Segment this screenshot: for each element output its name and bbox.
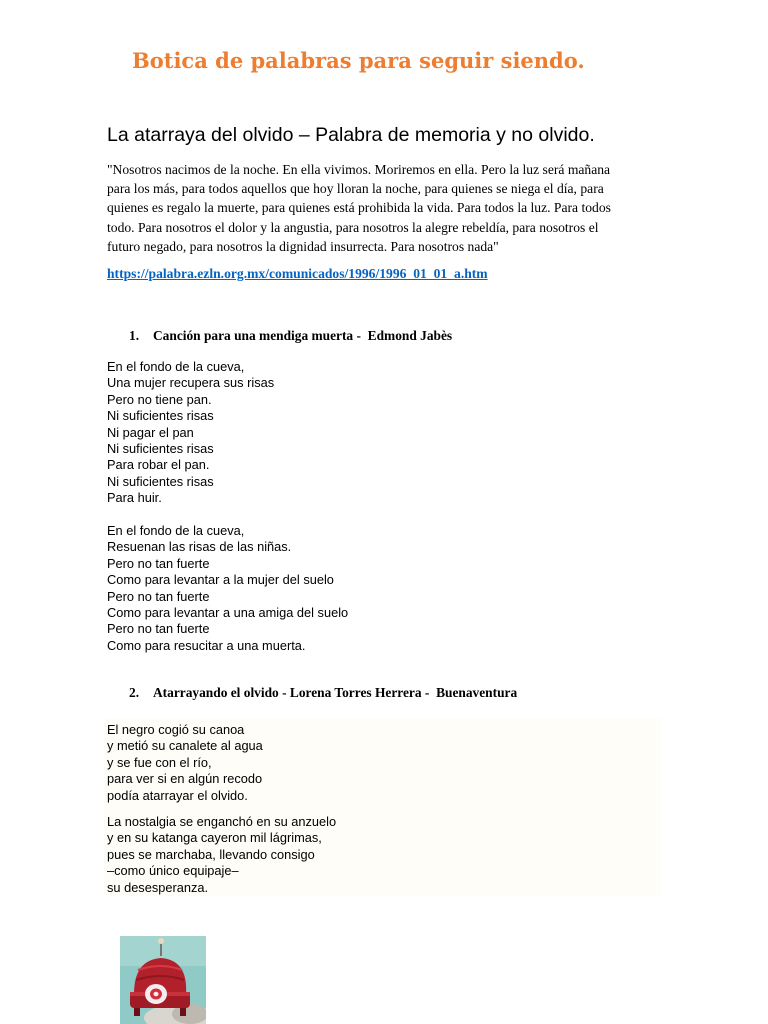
ezln-quote <box>107 160 652 256</box>
poem-title: Canción para una mendiga muerta <box>153 328 354 343</box>
poem-line: Pero no tan fuerte <box>107 621 210 637</box>
poem-1-heading <box>129 328 452 344</box>
poem-line: Como para resucitar a una muerta. <box>107 637 306 653</box>
poem-title: Atarrayando el olvido <box>153 685 279 700</box>
section-heading: La atarraya del olvido – Palabra de memoria y no olvido. <box>107 124 595 146</box>
poem-2-stanza-1 <box>107 722 263 804</box>
poem-line: y metió su canalete al agua <box>107 738 263 754</box>
poem-2-heading <box>129 685 517 701</box>
knitted-figure-icon <box>120 936 206 1024</box>
poem-line: Ni pagar el pan <box>107 424 194 440</box>
poem-line: Pero no tan fuerte <box>107 588 210 604</box>
heading-separator: - <box>421 685 437 700</box>
poem-line: Como para levantar a una amiga del suelo <box>107 605 349 621</box>
heading-separator: - <box>278 685 290 700</box>
quote-line: futuro negado, para nosotros la dignidad insurrecta. Para nosotros nada" <box>107 238 499 254</box>
poem-line: pues se marchaba, llevando consigo <box>107 846 315 862</box>
poem-line: Para huir. <box>107 490 162 506</box>
poem-line: Ni suficientes risas <box>107 408 214 424</box>
poem-line: Como para levantar a la mujer del suelo <box>107 572 334 588</box>
poem-1-stanza-1 <box>107 359 274 507</box>
poem-line: El negro cogió su canoa <box>107 722 245 737</box>
poem-number: 2. <box>129 685 140 700</box>
poem-line: Una mujer recupera sus risas <box>107 375 275 391</box>
heading-separator: - <box>353 328 368 343</box>
poem-line: Pero no tan fuerte <box>107 555 210 571</box>
poem-author: Edmond Jabès <box>367 328 453 343</box>
poem-line: y en su katanga cayeron mil lágrimas, <box>107 830 322 846</box>
poem-line: para ver si en algún recodo <box>107 771 263 787</box>
poem-line: su desesperanza. <box>107 879 209 895</box>
poem-line: Ni suficientes risas <box>107 441 214 457</box>
poem-2-stanza-2 <box>107 814 336 896</box>
poem-line: La nostalgia se enganchó en su anzuelo <box>107 814 337 829</box>
document-title: Botica de palabras para seguir siendo. <box>132 48 585 73</box>
quote-line: para los más, para todos aquellos que hoy lloran la noche, para quienes se niega el día, para <box>107 181 604 197</box>
quote-line: "Nosotros nacimos de la noche. En ella vivimos. Moriremos en ella. Pero la luz será mañana <box>107 162 611 177</box>
poem-place: Buenaventura <box>436 685 518 700</box>
poem-1-stanza-2 <box>107 523 348 654</box>
poem-line: En el fondo de la cueva, <box>107 523 245 538</box>
poem-line: En el fondo de la cueva, <box>107 359 245 374</box>
poem-line: –como único equipaje– <box>107 863 239 879</box>
poem-line: Pero no tiene pan. <box>107 391 212 407</box>
poem-line: y se fue con el río, <box>107 754 212 770</box>
poem-line: Resuenan las risas de las niñas. <box>107 539 292 555</box>
poem-author: Lorena Torres Herrera <box>289 685 422 700</box>
source-link[interactable]: https://palabra.ezln.org.mx/comunicados/1996/1996_01_01_a.htm <box>107 266 488 281</box>
illustration-image <box>120 936 206 1024</box>
poem-line: podía atarrayar el olvido. <box>107 787 248 803</box>
poem-line: Para robar el pan. <box>107 457 210 473</box>
poem-number: 1. <box>129 328 140 343</box>
quote-line: quienes es regalo la muerte, para quienes está prohibida la vida. Para todos la luz. Para todos <box>107 200 611 216</box>
quote-line: todo. Para nosotros el dolor y la angustia, para nosotros la alegre rebeldía, para nosotros el <box>107 219 599 235</box>
poem-line: Ni suficientes risas <box>107 473 214 489</box>
